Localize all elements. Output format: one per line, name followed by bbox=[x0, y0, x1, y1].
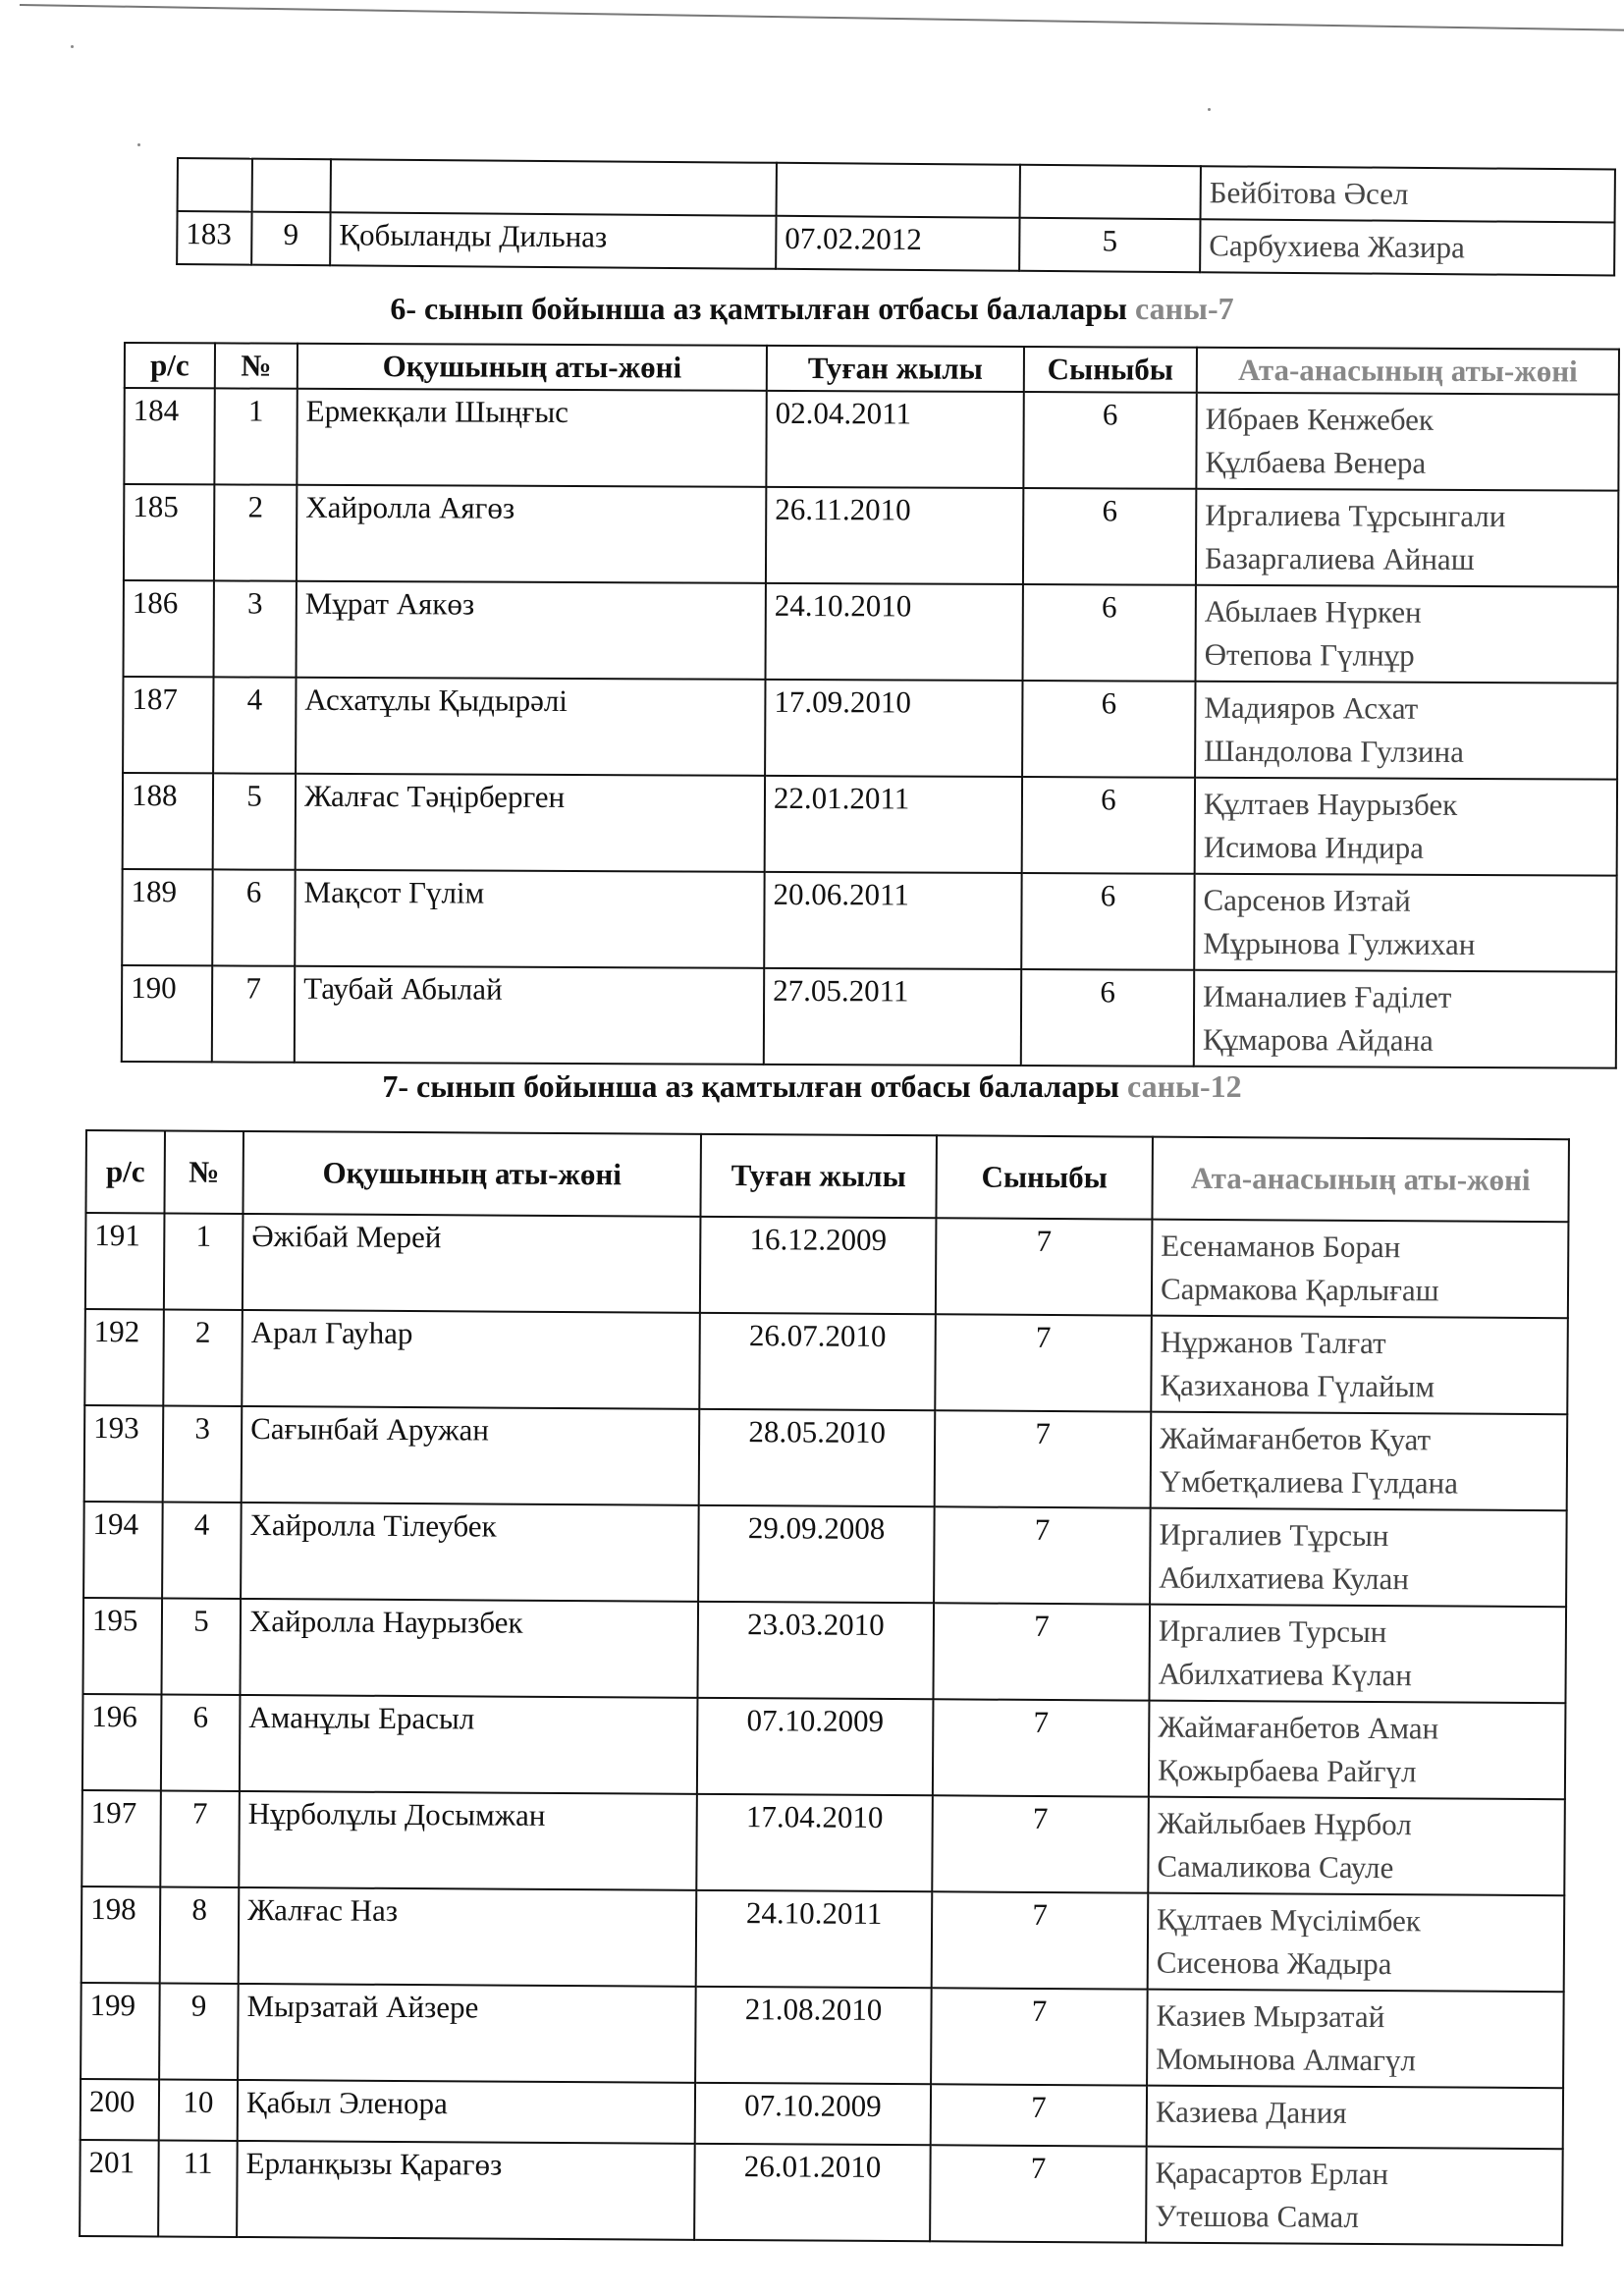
header-pc: р/с bbox=[85, 1130, 165, 1213]
cell-student-name: Мақсот Гүлім bbox=[295, 870, 764, 968]
parent-name-mother: Шандолова Гулзина bbox=[1204, 733, 1465, 769]
scan-speck bbox=[137, 143, 140, 146]
header-birth: Туған жылы bbox=[700, 1134, 937, 1218]
cell-pc: 194 bbox=[83, 1502, 163, 1598]
cell-student-name: Таубай Абылай bbox=[295, 966, 764, 1065]
table-header-row bbox=[125, 343, 1619, 395]
cell-birth-date: 29.09.2008 bbox=[698, 1505, 935, 1603]
parent-name-mother: Құлбаева Венера bbox=[1205, 444, 1427, 480]
parent-name-father: Қарасартов Ерлан bbox=[1155, 2155, 1389, 2192]
parent-name-father: Абылаев Нүркен bbox=[1204, 593, 1422, 629]
cell-parents bbox=[1151, 1412, 1568, 1511]
parent-name-mother: Абилхатиева Кулан bbox=[1159, 1559, 1409, 1597]
table-row bbox=[85, 1213, 1569, 1318]
table-row bbox=[81, 1790, 1565, 1895]
cell-birth-date: 07.10.2009 bbox=[697, 1698, 934, 1795]
cell-student-name: Мырзатай Айзере bbox=[238, 1984, 696, 2083]
parent-name-mother: Қожырбаева Райгүл bbox=[1157, 1752, 1417, 1789]
cell-parents bbox=[1150, 1508, 1567, 1608]
cell-parents bbox=[1194, 970, 1616, 1068]
scan-speck bbox=[1208, 108, 1211, 111]
parent-name-father: Иргалиева Тұрсынгали bbox=[1205, 497, 1506, 534]
cell-pc: 187 bbox=[123, 677, 213, 773]
parent-name-mother: Өтепова Гүлнұр bbox=[1204, 636, 1415, 673]
parent-name-father: Сарсенов Изтай bbox=[1203, 882, 1411, 918]
cell-student-name: Қабыл Эленора bbox=[238, 2080, 695, 2144]
cell-grade: 6 bbox=[1023, 488, 1196, 585]
cell-grade: 6 bbox=[1021, 969, 1194, 1066]
table-row bbox=[81, 2079, 1563, 2149]
cell-pc bbox=[178, 158, 252, 212]
grade-6-table bbox=[121, 342, 1620, 1069]
table-row bbox=[122, 965, 1616, 1068]
parent-name-mother: Қазиханова Гүлайым bbox=[1160, 1367, 1435, 1404]
cell-no bbox=[252, 159, 331, 213]
cell-parents bbox=[1194, 874, 1616, 972]
cell-birth-date: 26.01.2010 bbox=[694, 2144, 931, 2241]
parent-name-father: Жаймағанбетов Аман bbox=[1158, 1709, 1439, 1746]
cell-no: 8 bbox=[160, 1886, 240, 1983]
parent-name-father: Иргалиев Турсын bbox=[1158, 1613, 1387, 1650]
cell-grade: 6 bbox=[1022, 777, 1195, 874]
cell-no: 11 bbox=[158, 2140, 238, 2236]
cell-parents bbox=[1195, 682, 1617, 780]
cell-birth-date: 26.11.2010 bbox=[766, 487, 1023, 584]
cell-student-name: Ерланқызы Қарагөз bbox=[237, 2141, 695, 2240]
header-student: Оқушының аты-жөні bbox=[298, 344, 767, 391]
cell-birth-date: 27.05.2011 bbox=[764, 968, 1021, 1066]
cell-no: 5 bbox=[161, 1598, 241, 1694]
parent-name-mother: Исимова Индира bbox=[1203, 829, 1425, 865]
table-row bbox=[82, 1694, 1566, 1799]
cell-birth-date: 28.05.2010 bbox=[699, 1409, 936, 1506]
cell-no: 7 bbox=[160, 1790, 240, 1886]
cell-grade: 7 bbox=[936, 1218, 1153, 1315]
cell-grade: 7 bbox=[932, 1795, 1149, 1892]
cell-parents bbox=[1146, 2147, 1563, 2246]
cell-student-name: Әжібай Мерей bbox=[243, 1214, 701, 1313]
cell-pc: 192 bbox=[84, 1309, 164, 1405]
cell-birth-date: 02.04.2011 bbox=[766, 391, 1023, 488]
cell-no: 3 bbox=[214, 580, 297, 677]
cell-pc: 184 bbox=[124, 388, 214, 484]
table-row bbox=[82, 1598, 1566, 1703]
parent-name-father: Нұржанов Талғат bbox=[1160, 1324, 1386, 1361]
cell-no: 3 bbox=[163, 1405, 243, 1502]
cell-student-name: Аманұлы Ерасыл bbox=[240, 1695, 698, 1794]
parent-name-mother: Құмарова Айдана bbox=[1202, 1021, 1434, 1058]
cell-birth-date: 26.07.2010 bbox=[699, 1313, 936, 1410]
cell-birth-date: 23.03.2010 bbox=[697, 1602, 934, 1699]
cell-grade: 7 bbox=[932, 1891, 1149, 1989]
table-row bbox=[124, 580, 1618, 683]
cell-pc: 190 bbox=[122, 965, 212, 1062]
cell-grade: 7 bbox=[934, 1506, 1151, 1604]
cell-birth-date: 07.10.2009 bbox=[695, 2083, 931, 2145]
cell-pc: 200 bbox=[81, 2079, 159, 2140]
cell-student-name: Хайролла Наурызбек bbox=[240, 1599, 698, 1698]
table-header-row bbox=[85, 1130, 1568, 1222]
table-row bbox=[122, 869, 1616, 972]
section-title-count: саны-12 bbox=[1126, 1068, 1242, 1104]
section-title-text: 7- сынып бойынша аз қамтылған отбасы балалары bbox=[382, 1068, 1127, 1104]
cell-no: 10 bbox=[159, 2079, 238, 2140]
cell-grade: 7 bbox=[931, 2084, 1147, 2146]
section-title-count: саны-7 bbox=[1134, 291, 1234, 326]
header-grade: Сыныбы bbox=[936, 1135, 1153, 1219]
cell-pc: 186 bbox=[124, 580, 214, 677]
cell-parents bbox=[1152, 1220, 1569, 1319]
header-pc: р/с bbox=[125, 343, 215, 388]
parent-name-mother: Мұрынова Гулжихан bbox=[1203, 925, 1476, 962]
cell-birth-date: 24.10.2010 bbox=[766, 583, 1023, 681]
cell-birth-date: 21.08.2010 bbox=[695, 1987, 932, 2084]
cell-pc: 198 bbox=[81, 1886, 161, 1983]
table-row bbox=[177, 211, 1614, 275]
table-row bbox=[123, 677, 1617, 780]
table-row bbox=[83, 1502, 1567, 1607]
parent-name-mother: Сисенова Жадыра bbox=[1156, 1944, 1392, 1982]
parent-name-mother: Самаликова Сауле bbox=[1157, 1848, 1394, 1886]
cell-no: 2 bbox=[214, 484, 297, 580]
parent-name-father: Есенаманов Боран bbox=[1161, 1228, 1401, 1265]
header-birth: Туған жылы bbox=[767, 346, 1024, 392]
scan-speck bbox=[71, 45, 74, 48]
parent-name-father: Құлтаев Мүсілімбек bbox=[1157, 1901, 1422, 1939]
parent-name-father: Құлтаев Наурызбек bbox=[1203, 786, 1458, 822]
cell-birth-date: 24.10.2011 bbox=[696, 1890, 933, 1988]
parent-name-mother: Базаргалиева Айнаш bbox=[1204, 540, 1475, 577]
grade-5-table-continuation bbox=[176, 157, 1616, 277]
parent-name-father: Жайлыбаев Нұрбол bbox=[1157, 1805, 1412, 1842]
cell-student-name: Хайролла Тілеубек bbox=[241, 1503, 699, 1602]
cell-grade: 7 bbox=[935, 1314, 1152, 1411]
cell-pc: 196 bbox=[82, 1694, 162, 1790]
scan-edge-line bbox=[20, 4, 1624, 31]
table-row bbox=[81, 1886, 1565, 1992]
parent-name-mother: Сармакова Қарлығаш bbox=[1160, 1271, 1439, 1308]
cell-student-name: Асхатұлы Қыдырәлі bbox=[296, 678, 765, 776]
grade-7-table bbox=[79, 1129, 1570, 2246]
cell-no: 6 bbox=[161, 1694, 241, 1790]
cell-parents bbox=[1196, 489, 1618, 587]
cell-student-name: Жалғас Тәңірберген bbox=[296, 774, 765, 872]
grade-7-section-title bbox=[0, 1068, 1624, 1105]
cell-no: 1 bbox=[214, 388, 297, 484]
cell-no: 5 bbox=[213, 773, 296, 869]
cell-student-name: Ермекқали Шыңғыс bbox=[297, 389, 766, 487]
cell-grade: 6 bbox=[1023, 392, 1196, 489]
cell-parents bbox=[1195, 778, 1617, 876]
cell-student-name: Арал Гауһар bbox=[242, 1310, 700, 1409]
cell-parents bbox=[1147, 1990, 1564, 2089]
cell-birth-date bbox=[777, 163, 1020, 218]
cell-student-name bbox=[331, 159, 777, 216]
section-title-text: 6- сынып бойынша аз қамтылған отбасы балалары bbox=[390, 291, 1135, 326]
parent-name-father: Казиев Мырзатай bbox=[1156, 1997, 1385, 2035]
cell-pc: 188 bbox=[123, 773, 213, 869]
parent-name-father: Ибраев Кенжебек bbox=[1205, 401, 1435, 437]
cell-student-name: Хайролла Аягөз bbox=[297, 485, 766, 583]
cell-parents bbox=[1148, 1797, 1565, 1896]
table-row bbox=[84, 1309, 1568, 1414]
cell-pc: 189 bbox=[122, 869, 212, 965]
cell-pc: 191 bbox=[85, 1213, 165, 1309]
cell-grade: 7 bbox=[933, 1699, 1150, 1796]
cell-pc: 183 bbox=[177, 211, 251, 265]
cell-parents bbox=[1149, 1701, 1566, 1800]
parent-name-mother: Абилхатиева Күлан bbox=[1158, 1656, 1413, 1693]
cell-birth-date: 17.04.2010 bbox=[696, 1794, 933, 1891]
cell-birth-date: 20.06.2011 bbox=[764, 872, 1021, 969]
cell-no: 4 bbox=[162, 1502, 242, 1598]
cell-student-name: Жалғас Наз bbox=[239, 1887, 697, 1987]
cell-pc: 201 bbox=[80, 2140, 159, 2236]
cell-grade: 7 bbox=[935, 1410, 1152, 1507]
table-row bbox=[84, 1405, 1568, 1510]
table-row bbox=[124, 388, 1618, 491]
table-row bbox=[80, 2140, 1563, 2245]
cell-birth-date: 17.09.2010 bbox=[765, 680, 1022, 777]
cell-parents bbox=[1201, 166, 1615, 222]
header-parents: Ата-анасының аты-жөні bbox=[1152, 1137, 1569, 1223]
cell-student-name: Нұрболұлы Досымжан bbox=[239, 1791, 697, 1890]
parent-name-father: Сарбухиева Жазира bbox=[1209, 228, 1465, 265]
cell-grade: 7 bbox=[930, 2145, 1147, 2242]
cell-birth-date: 22.01.2011 bbox=[765, 776, 1022, 873]
table-row bbox=[81, 1983, 1564, 2088]
cell-pc: 197 bbox=[81, 1790, 161, 1886]
cell-student-name: Қобыланды Дильназ bbox=[330, 212, 776, 269]
cell-birth-date: 07.02.2012 bbox=[776, 216, 1019, 271]
cell-parents bbox=[1149, 1605, 1566, 1704]
cell-pc: 193 bbox=[84, 1405, 164, 1502]
table-row bbox=[124, 484, 1618, 587]
cell-parents bbox=[1196, 585, 1618, 683]
cell-pc: 195 bbox=[82, 1598, 162, 1694]
header-grade: Сыныбы bbox=[1024, 347, 1197, 393]
cell-grade bbox=[1020, 165, 1201, 219]
cell-parents bbox=[1147, 2086, 1563, 2150]
cell-parents bbox=[1148, 1893, 1565, 1993]
cell-student-name: Мұрат Аякөз bbox=[297, 581, 766, 680]
cell-no: 9 bbox=[251, 212, 330, 266]
cell-student-name: Сағынбай Аружан bbox=[242, 1406, 700, 1505]
header-no: № bbox=[164, 1130, 244, 1213]
cell-no: 1 bbox=[164, 1213, 244, 1309]
cell-no: 4 bbox=[213, 677, 296, 773]
parent-name-father: Бейбітова Әсел bbox=[1209, 175, 1409, 211]
cell-grade: 7 bbox=[931, 1988, 1148, 2085]
parent-name-father: Жаймағанбетов Қуат bbox=[1159, 1420, 1432, 1457]
header-student: Оқушының аты-жөні bbox=[243, 1131, 701, 1217]
cell-grade: 5 bbox=[1019, 218, 1200, 272]
header-no: № bbox=[215, 343, 298, 388]
parent-name-mother: Үмбетқалиева Гүлдана bbox=[1159, 1463, 1459, 1501]
cell-no: 6 bbox=[212, 869, 295, 965]
cell-pc: 199 bbox=[81, 1983, 160, 2079]
cell-parents bbox=[1200, 219, 1614, 275]
parent-name-father: Мадияров Асхат bbox=[1204, 689, 1419, 726]
cell-birth-date: 16.12.2009 bbox=[700, 1217, 937, 1314]
cell-grade: 6 bbox=[1021, 873, 1194, 970]
cell-grade: 7 bbox=[933, 1603, 1150, 1700]
cell-grade: 6 bbox=[1023, 584, 1196, 682]
cell-parents bbox=[1196, 393, 1618, 491]
cell-pc: 185 bbox=[124, 484, 214, 580]
grade-6-section-title bbox=[0, 291, 1624, 327]
table-row bbox=[123, 773, 1617, 876]
cell-no: 9 bbox=[159, 1983, 239, 2079]
parent-name-father: Казиева Дания bbox=[1155, 2094, 1347, 2130]
cell-no: 2 bbox=[163, 1309, 243, 1405]
parent-name-mother: Момынова Алмагүл bbox=[1156, 2041, 1417, 2078]
cell-grade: 6 bbox=[1022, 681, 1195, 778]
parent-name-father: Иманалиев Ғаділет bbox=[1203, 978, 1452, 1014]
parent-name-mother: Утешова Самал bbox=[1155, 2198, 1360, 2234]
cell-no: 7 bbox=[212, 965, 295, 1062]
parent-name-father: Иргалиев Тұрсын bbox=[1159, 1516, 1389, 1554]
cell-parents bbox=[1151, 1316, 1568, 1415]
header-parents: Ата-анасының аты-жөні bbox=[1197, 348, 1619, 395]
